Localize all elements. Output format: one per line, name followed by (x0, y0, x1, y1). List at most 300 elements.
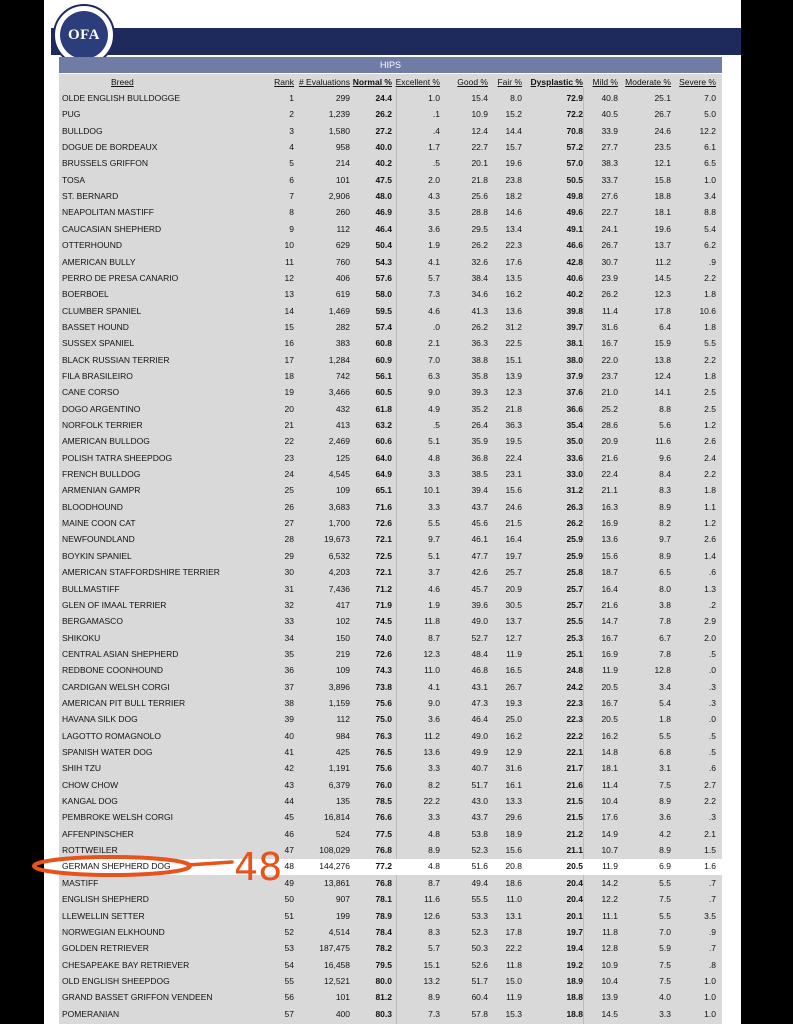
cell-mild: 16.7 (601, 697, 618, 708)
cell-excellent: 8.9 (428, 992, 440, 1003)
cell-breed: SUSSEX SPANIEL (62, 338, 135, 349)
cell-moderate: 11.2 (655, 256, 671, 267)
cell-rank: 48 (284, 861, 294, 872)
cell-moderate: 5.9 (659, 943, 671, 954)
cell-mild: 13.6 (601, 534, 618, 545)
cell-excellent: 2.1 (428, 338, 440, 349)
cell-dysplastic: 19.4 (566, 943, 583, 954)
cell-evaluations: 1,469 (328, 305, 350, 316)
cell-good: 51.7 (471, 975, 488, 986)
cell-good: 38.4 (471, 272, 488, 283)
table-row (59, 761, 722, 777)
cell-rank: 15 (284, 321, 294, 332)
header-evaluations: # Evaluations (298, 77, 350, 87)
header-fair: Fair % (497, 77, 522, 87)
table-row (59, 549, 722, 565)
cell-severe: 5.4 (704, 223, 716, 234)
cell-severe: .7 (708, 894, 716, 905)
cell-moderate: 6.5 (659, 567, 671, 578)
cell-fair: 18.6 (505, 877, 522, 888)
cell-excellent: 7.3 (428, 1008, 440, 1019)
cell-excellent: 13.6 (423, 747, 440, 757)
cell-good: 39.6 (471, 599, 488, 610)
cell-excellent: 1.0 (428, 93, 440, 103)
cell-normal: 57.4 (375, 321, 392, 332)
section-title: HIPS (59, 57, 722, 73)
cell-breed: MASTIFF (62, 877, 99, 888)
cell-mild: 23.9 (601, 272, 618, 283)
cell-mild: 20.9 (601, 436, 618, 447)
cell-good: 26.2 (471, 240, 488, 251)
cell-dysplastic: 18.8 (566, 1008, 583, 1019)
cell-evaluations: 760 (335, 256, 350, 267)
cell-severe: 3.5 (704, 910, 716, 921)
cell-good: 10.9 (471, 109, 488, 120)
table-row (59, 1007, 722, 1023)
cell-moderate: 7.5 (659, 894, 671, 905)
cell-rank: 33 (284, 616, 294, 627)
cell-evaluations: 112 (336, 223, 350, 234)
table-row (59, 124, 722, 140)
table-row (59, 385, 722, 401)
cell-mild: 12.8 (601, 943, 618, 954)
cell-good: 47.7 (471, 550, 488, 561)
cell-excellent: 4.3 (428, 191, 440, 202)
cell-severe: .0 (708, 714, 716, 725)
cell-good: 36.8 (471, 452, 488, 463)
cell-excellent: 4.1 (428, 681, 440, 692)
cell-rank: 23 (284, 452, 294, 463)
cell-fair: 11.8 (506, 959, 522, 970)
cell-normal: 79.5 (375, 959, 392, 970)
cell-breed: BASSET HOUND (62, 321, 129, 332)
cell-good: 55.5 (471, 894, 488, 905)
cell-good: 46.1 (471, 534, 488, 545)
cell-fair: 13.1 (505, 910, 522, 921)
cell-breed: ENGLISH SHEPHERD (62, 894, 149, 905)
cell-normal: 75.0 (375, 714, 392, 725)
cell-evaluations: 4,203 (328, 567, 350, 578)
header-dysplastic: Dysplastic % (530, 77, 583, 87)
cell-mild: 11.9 (602, 665, 618, 676)
cell-moderate: 23.5 (654, 142, 671, 153)
cell-evaluations: 432 (335, 403, 350, 414)
cell-breed: PEMBROKE WELSH CORGI (62, 812, 173, 823)
table-row (59, 189, 722, 205)
table-row (59, 402, 722, 418)
table-row (59, 156, 722, 172)
cell-normal: 81.2 (375, 992, 392, 1003)
cell-rank: 39 (284, 714, 294, 725)
cell-fair: 25.7 (505, 567, 522, 578)
cell-moderate: 8.9 (659, 550, 671, 561)
cell-breed: PERRO DE PRESA CANARIO (62, 272, 179, 283)
cell-normal: 75.6 (375, 697, 392, 708)
cell-good: 39.3 (471, 387, 488, 398)
cell-excellent: 4.1 (428, 256, 440, 267)
cell-normal: 77.2 (375, 861, 392, 872)
cell-normal: 71.2 (375, 583, 392, 594)
cell-moderate: 5.5 (659, 730, 671, 741)
cell-fair: 14.6 (505, 207, 522, 218)
cell-rank: 19 (284, 387, 294, 398)
header-severe: Severe % (679, 77, 716, 87)
cell-mild: 30.7 (601, 256, 618, 267)
cell-fair: 16.4 (505, 534, 522, 545)
cell-severe: 5.5 (704, 338, 716, 349)
cell-excellent: 8.7 (428, 632, 440, 643)
cell-normal: 74.5 (375, 616, 392, 627)
cell-rank: 37 (284, 681, 294, 692)
cell-dysplastic: 37.6 (566, 387, 583, 398)
cell-normal: 54.3 (375, 256, 392, 267)
cell-evaluations: 3,466 (328, 387, 350, 398)
cell-normal: 61.8 (375, 403, 392, 414)
header-breed: Breed (111, 77, 134, 87)
cell-good: 51.6 (471, 861, 488, 872)
cell-breed: OLDE ENGLISH BULLDOGGE (62, 93, 181, 103)
cell-rank: 45 (284, 812, 294, 823)
cell-excellent: .0 (432, 321, 440, 332)
cell-normal: 46.9 (375, 207, 392, 218)
cell-dysplastic: 18.8 (566, 992, 583, 1003)
table-row (59, 140, 722, 156)
cell-fair: 16.2 (505, 730, 522, 741)
cell-excellent: 10.1 (423, 485, 440, 496)
cell-breed: REDBONE COONHOUND (62, 665, 164, 676)
cell-normal: 72.6 (375, 518, 392, 529)
table-row (59, 794, 722, 810)
cell-mild: 11.1 (602, 910, 618, 921)
cell-dysplastic: 19.2 (566, 959, 583, 970)
cell-evaluations: 1,159 (328, 697, 350, 708)
cell-moderate: 6.9 (659, 861, 671, 872)
cell-mild: 10.9 (601, 959, 618, 970)
cell-dysplastic: 72.2 (566, 109, 583, 120)
cell-breed: POMERANIAN (62, 1008, 120, 1019)
cell-normal: 78.4 (375, 926, 392, 937)
cell-excellent: 3.5 (428, 207, 440, 218)
cell-normal: 40.2 (375, 158, 392, 169)
table-row (59, 778, 722, 794)
cell-excellent: 5.5 (428, 518, 440, 529)
cell-excellent: 4.8 (428, 452, 440, 463)
cell-good: 52.3 (471, 845, 488, 856)
cell-fair: 15.6 (505, 845, 522, 856)
cell-moderate: 3.4 (659, 681, 671, 692)
table-row (59, 304, 722, 320)
header-band (51, 28, 741, 55)
cell-excellent: 5.1 (428, 550, 440, 561)
cell-mild: 22.7 (601, 207, 618, 218)
cell-evaluations: 2,469 (328, 436, 350, 447)
cell-moderate: 3.6 (659, 812, 671, 823)
cell-rank: 52 (284, 926, 294, 937)
cell-rank: 9 (289, 223, 294, 234)
cell-dysplastic: 25.7 (566, 599, 583, 610)
cell-rank: 36 (284, 665, 294, 676)
cell-mild: 10.4 (601, 796, 618, 807)
cell-breed: GERMAN SHEPHERD DOG (62, 861, 171, 872)
cell-severe: .7 (708, 943, 716, 954)
cell-severe: 1.4 (704, 550, 716, 561)
cell-breed: GRAND BASSET GRIFFON VENDEEN (62, 992, 213, 1003)
cell-excellent: 8.7 (428, 877, 440, 888)
cell-good: 45.6 (471, 518, 488, 529)
cell-excellent: .4 (432, 125, 440, 136)
cell-excellent: 2.0 (428, 174, 440, 185)
cell-mild: 16.2 (601, 730, 618, 741)
cell-fair: 12.9 (505, 747, 522, 757)
cell-severe: .2 (708, 599, 716, 610)
cell-severe: .6 (708, 567, 716, 578)
cell-fair: 20.8 (505, 861, 522, 872)
cell-excellent: .5 (432, 420, 440, 430)
cell-fair: 15.2 (505, 109, 522, 120)
cell-dysplastic: 25.9 (566, 534, 583, 545)
cell-dysplastic: 21.6 (566, 779, 583, 790)
cell-moderate: 8.3 (659, 485, 671, 496)
cell-excellent: 13.2 (423, 975, 440, 986)
table-row (59, 320, 722, 336)
cell-breed: SHIH TZU (62, 763, 102, 774)
cell-severe: 2.0 (704, 632, 716, 643)
cell-evaluations: 13,861 (324, 877, 350, 888)
cell-rank: 51 (284, 910, 294, 921)
cell-breed: AFFENPINSCHER (62, 828, 134, 839)
cell-good: 47.3 (471, 697, 488, 708)
cell-severe: 1.1 (704, 501, 716, 512)
table-row (59, 418, 722, 434)
table-row (59, 614, 722, 630)
cell-moderate: 17.8 (654, 305, 671, 316)
cell-evaluations: 4,514 (328, 926, 350, 937)
cell-breed: CENTRAL ASIAN SHEPHERD (62, 648, 179, 659)
cell-fair: 26.7 (505, 681, 522, 692)
cell-fair: 13.7 (505, 616, 522, 627)
table-row (59, 925, 722, 941)
cell-good: 35.8 (471, 370, 488, 381)
cell-severe: 1.5 (704, 845, 716, 856)
cell-moderate: 9.6 (659, 452, 671, 463)
cell-rank: 38 (284, 697, 294, 708)
cell-good: 26.4 (471, 420, 488, 430)
cell-breed: HAVANA SILK DOG (62, 714, 138, 725)
cell-dysplastic: 57.0 (566, 158, 583, 169)
cell-excellent: 4.8 (428, 828, 440, 839)
cell-breed: SPANISH WATER DOG (62, 747, 153, 757)
cell-breed: DOGUE DE BORDEAUX (62, 142, 158, 153)
cell-moderate: 3.3 (659, 1008, 671, 1019)
cell-mild: 11.4 (602, 779, 618, 790)
cell-fair: 24.6 (505, 501, 522, 512)
cell-moderate: 8.2 (659, 518, 671, 529)
table-row (59, 663, 722, 679)
cell-severe: 3.4 (704, 191, 716, 202)
cell-evaluations: 1,284 (328, 354, 350, 365)
cell-normal: 74.3 (375, 665, 392, 676)
cell-fair: 13.4 (505, 223, 522, 234)
cell-severe: 7.0 (704, 93, 716, 103)
cell-excellent: 7.3 (428, 289, 440, 300)
cell-breed: AMERICAN BULLY (62, 256, 136, 267)
cell-excellent: 8.3 (428, 926, 440, 937)
cell-mild: 16.7 (601, 632, 618, 643)
cell-rank: 2 (289, 109, 294, 120)
cell-rank: 47 (284, 845, 294, 856)
cell-excellent: 22.2 (423, 796, 440, 807)
cell-good: 22.7 (471, 142, 488, 153)
cell-good: 29.5 (471, 223, 488, 234)
cell-normal: 72.5 (375, 550, 392, 561)
cell-rank: 30 (284, 567, 294, 578)
cell-dysplastic: 18.9 (566, 975, 583, 986)
cell-normal: 71.6 (375, 501, 392, 512)
cell-good: 46.8 (471, 665, 488, 676)
cell-evaluations: 524 (335, 828, 350, 839)
cell-dysplastic: 21.5 (566, 812, 583, 823)
cell-excellent: 4.6 (428, 583, 440, 594)
cell-evaluations: 219 (335, 648, 350, 659)
cell-rank: 26 (284, 501, 294, 512)
cell-moderate: 12.1 (654, 158, 671, 169)
cell-evaluations: 16,814 (324, 812, 350, 823)
cell-rank: 34 (284, 632, 294, 643)
cell-rank: 43 (284, 779, 294, 790)
cell-breed: AMERICAN PIT BULL TERRIER (62, 697, 186, 708)
cell-excellent: 3.3 (428, 469, 440, 480)
cell-dysplastic: 37.9 (566, 370, 583, 381)
cell-moderate: 12.4 (654, 370, 671, 381)
cell-breed: OTTERHOUND (62, 240, 122, 251)
cell-fair: 16.5 (505, 665, 522, 676)
cell-dysplastic: 57.2 (566, 142, 583, 153)
cell-fair: 36.3 (505, 420, 522, 430)
cell-good: 52.7 (471, 632, 488, 643)
cell-rank: 10 (284, 240, 294, 251)
table-row (59, 909, 722, 925)
cell-severe: .8 (708, 959, 716, 970)
cell-severe: .5 (708, 747, 716, 757)
cell-evaluations: 12,521 (324, 975, 350, 986)
cell-fair: 30.5 (505, 599, 522, 610)
cell-breed: AMERICAN BULLDOG (62, 436, 150, 447)
cell-rank: 8 (289, 207, 294, 218)
cell-rank: 55 (284, 975, 294, 986)
cell-fair: 11.9 (506, 992, 522, 1003)
cell-mild: 14.5 (601, 1008, 618, 1019)
cell-excellent: 5.7 (428, 272, 440, 283)
cell-moderate: 7.0 (659, 926, 671, 937)
cell-evaluations: 7,436 (328, 583, 350, 594)
cell-rank: 49 (284, 877, 294, 888)
cell-good: 35.9 (471, 436, 488, 447)
table-row (59, 107, 722, 123)
cell-fair: 22.3 (505, 240, 522, 251)
cell-dysplastic: 22.3 (566, 697, 583, 708)
cell-breed: NEWFOUNDLAND (62, 534, 135, 545)
cell-mild: 14.2 (601, 877, 618, 888)
table-row (59, 712, 722, 728)
cell-rank: 54 (284, 959, 294, 970)
cell-mild: 38.3 (601, 158, 618, 169)
cell-rank: 16 (284, 338, 294, 349)
cell-dysplastic: 25.1 (566, 648, 583, 659)
cell-fair: 15.6 (505, 485, 522, 496)
cell-mild: 17.6 (601, 812, 618, 823)
cell-severe: 6.2 (704, 240, 716, 251)
cell-dysplastic: 21.5 (566, 796, 583, 807)
cell-rank: 20 (284, 403, 294, 414)
cell-mild: 27.7 (601, 142, 618, 153)
cell-excellent: 12.6 (423, 910, 440, 921)
table-row (59, 369, 722, 385)
cell-dysplastic: 19.7 (566, 926, 583, 937)
cell-rank: 6 (289, 174, 294, 185)
cell-dysplastic: 20.4 (566, 877, 583, 888)
cell-excellent: 11.8 (424, 616, 440, 627)
cell-evaluations: 282 (335, 321, 350, 332)
cell-good: 32.6 (471, 256, 488, 267)
cell-evaluations: 199 (335, 910, 350, 921)
cell-normal: 60.5 (375, 387, 392, 398)
cell-severe: .3 (708, 812, 716, 823)
cell-fair: 19.7 (505, 550, 522, 561)
hips-table (59, 74, 722, 1024)
cell-normal: 73.8 (375, 681, 392, 692)
cell-excellent: 6.3 (428, 370, 440, 381)
cell-fair: 12.3 (505, 387, 522, 398)
cell-rank: 13 (284, 289, 294, 300)
cell-fair: 19.3 (505, 697, 522, 708)
cell-mild: 24.1 (601, 223, 618, 234)
cell-excellent: 1.9 (428, 599, 440, 610)
cell-excellent: 11.6 (424, 894, 440, 905)
table-row (59, 467, 722, 483)
cell-mild: 26.2 (601, 289, 618, 300)
table-row (59, 353, 722, 369)
table-row (59, 827, 722, 843)
cell-good: 48.4 (471, 648, 488, 659)
cell-severe: .5 (708, 648, 716, 659)
cell-dysplastic: 33.0 (566, 469, 583, 480)
cell-good: 26.2 (471, 321, 488, 332)
cell-moderate: 15.9 (654, 338, 671, 349)
cell-rank: 25 (284, 485, 294, 496)
cell-normal: 46.4 (375, 223, 392, 234)
cell-normal: 60.8 (375, 338, 392, 349)
cell-normal: 71.9 (375, 599, 392, 610)
cell-severe: 2.2 (704, 272, 716, 283)
cell-dysplastic: 20.5 (566, 861, 583, 872)
cell-evaluations: 4,545 (328, 469, 350, 480)
cell-severe: 6.5 (704, 158, 716, 169)
cell-fair: 19.6 (505, 158, 522, 169)
cell-severe: 2.2 (704, 469, 716, 480)
cell-mild: 21.1 (601, 485, 618, 496)
cell-mild: 16.4 (601, 583, 618, 594)
cell-fair: 11.9 (506, 648, 522, 659)
cell-moderate: 4.2 (659, 828, 671, 839)
cell-severe: 2.6 (704, 436, 716, 447)
cell-mild: 14.7 (601, 616, 618, 627)
table-row (59, 173, 722, 189)
table-row (59, 958, 722, 974)
cell-dysplastic: 25.5 (566, 616, 583, 627)
table-row (59, 287, 722, 303)
table-row (59, 205, 722, 221)
table-row (59, 598, 722, 614)
